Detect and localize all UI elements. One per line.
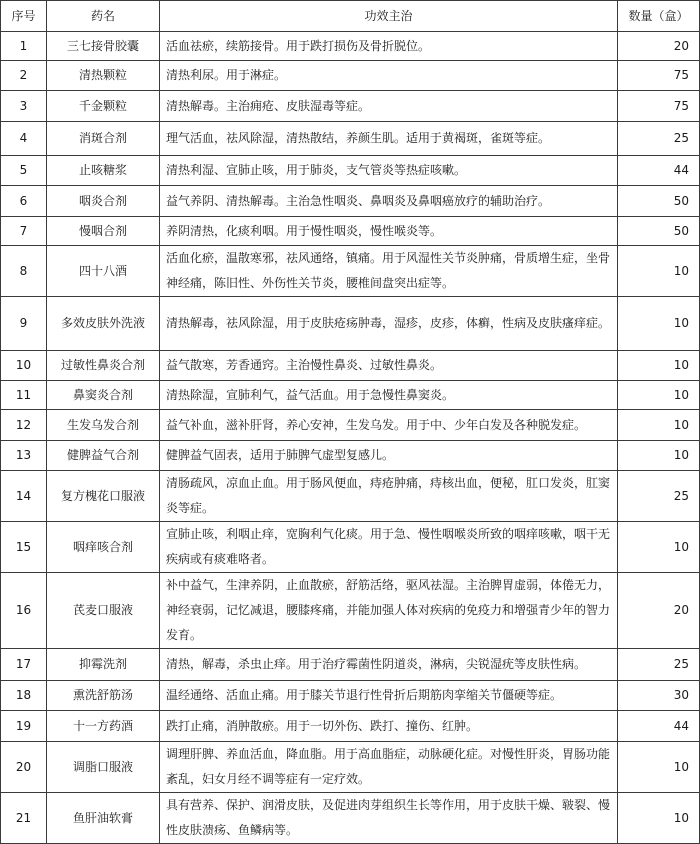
effect-description: 活血祛瘀，续筋接骨。用于跌打损伤及骨折脱位。 [160,32,618,61]
quantity-value: 10 [618,793,700,844]
row-index: 20 [1,742,47,793]
quantity-value: 10 [618,522,700,573]
medicine-name: 多效皮肤外洗液 [47,297,160,351]
effect-description: 健脾益气固表，适用于肺脾气虚型复感儿。 [160,441,618,471]
table-row [1,681,700,711]
effect-description: 温经通络、活血止痛。用于膝关节退行性骨折后期筋肉挛缩关节僵硬等症。 [160,681,618,711]
table-row [1,156,700,186]
table-row [1,471,700,522]
quantity-value: 44 [618,156,700,186]
row-index: 16 [1,573,47,649]
quantity-value: 10 [618,441,700,471]
row-index: 21 [1,793,47,844]
quantity-value: 10 [618,381,700,410]
row-index: 14 [1,471,47,522]
medicine-name: 十一方药酒 [47,711,160,742]
table-row [1,61,700,91]
medicine-name: 清热颗粒 [47,61,160,91]
row-index: 11 [1,381,47,410]
header-quantity: 数量（盒） [618,1,700,32]
table-row [1,122,700,156]
effect-description: 益气散寒，芳香通窍。主治慢性鼻炎、过敏性鼻炎。 [160,351,618,381]
medicine-name: 咽炎合剂 [47,186,160,217]
table-row [1,351,700,381]
row-index: 2 [1,61,47,91]
medicine-name: 过敏性鼻炎合剂 [47,351,160,381]
row-index: 3 [1,91,47,122]
effect-description: 清热利湿、宣肺止咳，用于肺炎，支气管炎等热症咳嗽。 [160,156,618,186]
quantity-value: 25 [618,649,700,681]
effect-description: 清热解毒，祛风除湿，用于皮肤疮疡肿毒，湿疹，皮疹，体癣，性病及皮肤瘙痒症。 [160,297,618,351]
quantity-value: 50 [618,217,700,246]
effect-description: 清热，解毒，杀虫止痒。用于治疗霉菌性阴道炎，淋病，尖锐湿疣等皮肤性病。 [160,649,618,681]
table-row [1,742,700,793]
quantity-value: 20 [618,32,700,61]
row-index: 9 [1,297,47,351]
effect-description: 活血化瘀，温散寒邪，祛风通络，镇痛。用于风湿性关节炎肿痛，骨质增生症，坐骨神经痛，陈旧性、外伤性关节炎，腰椎间盘突出症等。 [160,246,618,297]
effect-description: 清肠疏风，凉血止血。用于肠风便血，痔疮肿痛，痔核出血，便秘，肛口发炎，肛窦炎等症。 [160,471,618,522]
header-index: 序号 [1,1,47,32]
effect-description: 益气养阴、清热解毒。主治急性咽炎、鼻咽炎及鼻咽癌放疗的辅助治疗。 [160,186,618,217]
row-index: 17 [1,649,47,681]
effect-description: 宣肺止咳，利咽止痒，宽胸利气化痰。用于急、慢性咽喉炎所致的咽痒咳嗽，咽干无疾病或有痰难咯者。 [160,522,618,573]
quantity-value: 44 [618,711,700,742]
medicine-name: 四十八酒 [47,246,160,297]
table-row [1,793,700,844]
medicine-name: 调脂口服液 [47,742,160,793]
medicine-name: 咽痒咳合剂 [47,522,160,573]
effect-description: 调理肝脾、养血活血，降血脂。用于高血脂症，动脉硬化症。对慢性肝炎，胃肠功能紊乱，妇女月经不调等症有一定疗效。 [160,742,618,793]
quantity-value: 25 [618,471,700,522]
table-row [1,246,700,297]
row-index: 13 [1,441,47,471]
medicine-name: 千金颗粒 [47,91,160,122]
effect-description: 养阴清热，化痰利咽。用于慢性咽炎，慢性喉炎等。 [160,217,618,246]
medicine-name: 慢咽合剂 [47,217,160,246]
effect-description: 补中益气，生津养阴，止血散瘀，舒筋活络，驱风祛湿。主治脾胃虚弱，体倦无力，神经衰弱，记忆减退，腰膝疼痛，并能加强人体对疾病的免疫力和增强青少年的智力发育。 [160,573,618,649]
row-index: 6 [1,186,47,217]
table-row [1,711,700,742]
table-row [1,573,700,649]
effect-description: 清热除湿，宣肺利气，益气活血。用于急慢性鼻窦炎。 [160,381,618,410]
quantity-value: 10 [618,742,700,793]
table-row [1,32,700,61]
effect-description: 益气补血，滋补肝肾，养心安神，生发乌发。用于中、少年白发及各种脱发症。 [160,410,618,441]
quantity-value: 75 [618,61,700,91]
quantity-value: 20 [618,573,700,649]
table-row [1,649,700,681]
header-effect: 功效主治 [160,1,618,32]
table-row [1,186,700,217]
quantity-value: 10 [618,410,700,441]
table-row [1,522,700,573]
row-index: 18 [1,681,47,711]
effect-description: 清热利尿。用于淋症。 [160,61,618,91]
quantity-value: 10 [618,246,700,297]
quantity-value: 25 [618,122,700,156]
medicine-name: 抑霉洗剂 [47,649,160,681]
quantity-value: 50 [618,186,700,217]
row-index: 4 [1,122,47,156]
medicine-name: 熏洗舒筋汤 [47,681,160,711]
table-row [1,441,700,471]
table-row [1,217,700,246]
quantity-value: 10 [618,297,700,351]
medicine-name: 芪麦口服液 [47,573,160,649]
quantity-value: 75 [618,91,700,122]
row-index: 10 [1,351,47,381]
table-row [1,297,700,351]
row-index: 1 [1,32,47,61]
medicine-name: 止咳糖浆 [47,156,160,186]
effect-description: 具有营养、保护、润滑皮肤，及促进肉芽组织生长等作用，用于皮肤干燥、皲裂、慢性皮肤溃疡、鱼鳞病等。 [160,793,618,844]
row-index: 7 [1,217,47,246]
table-row [1,91,700,122]
effect-description: 跌打止痛，消肿散瘀。用于一切外伤、跌打、撞伤、红肿。 [160,711,618,742]
quantity-value: 30 [618,681,700,711]
medicine-name: 生发乌发合剂 [47,410,160,441]
header-row [1,1,700,32]
effect-description: 理气活血，祛风除湿，清热散结，养颜生肌。适用于黄褐斑，雀斑等症。 [160,122,618,156]
header-name: 药名 [47,1,160,32]
row-index: 12 [1,410,47,441]
row-index: 5 [1,156,47,186]
medicine-name: 鱼肝油软膏 [47,793,160,844]
table-row [1,410,700,441]
effect-description: 清热解毒。主治痈疮、皮肤湿毒等症。 [160,91,618,122]
table-header [1,1,700,32]
row-index: 15 [1,522,47,573]
row-index: 19 [1,711,47,742]
table-body [1,32,700,844]
quantity-value: 10 [618,351,700,381]
medicine-name: 鼻窦炎合剂 [47,381,160,410]
medicine-name: 健脾益气合剂 [47,441,160,471]
medicine-name: 消斑合剂 [47,122,160,156]
table-row [1,381,700,410]
medicine-name: 三七接骨胶囊 [47,32,160,61]
row-index: 8 [1,246,47,297]
medicine-name: 复方槐花口服液 [47,471,160,522]
